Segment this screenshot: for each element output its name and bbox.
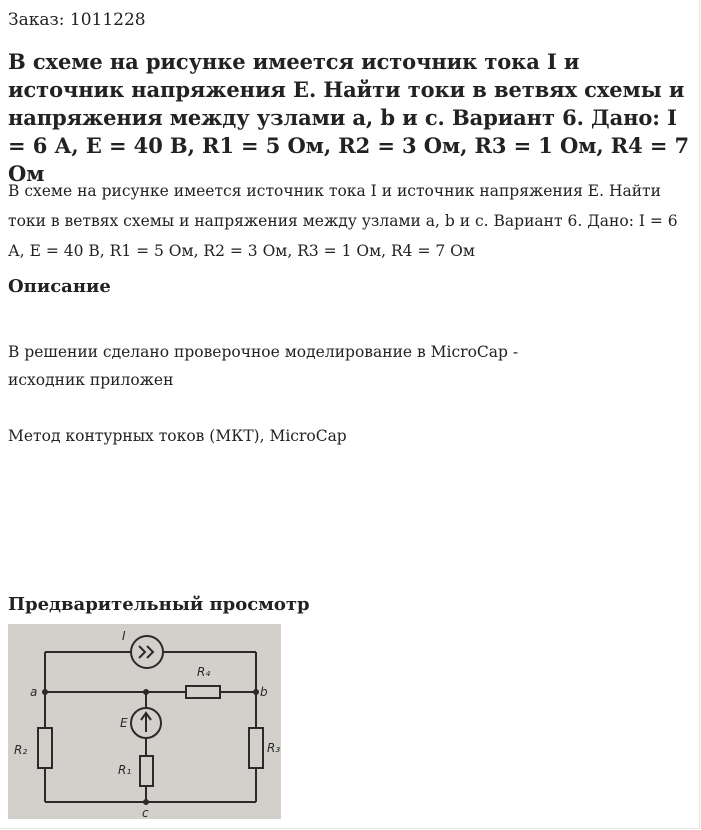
circuit-diagram	[8, 624, 281, 819]
label-i: I	[122, 629, 126, 643]
resistor-r4	[186, 686, 220, 698]
preview-image[interactable]	[8, 624, 281, 819]
page-title: В схеме на рисунке имеется источник тока I и источник напряжения E. Найти токи в ветвях схемы и напряжения между узлами a, b и c. Вариант 6. Дано: I = 6 А, E = 40 В, R1 = 5 Ом, R2 = 3 Ом, R3 = 1 Ом, R4 = 7 Ом	[8, 49, 690, 186]
node-c-dot	[143, 799, 149, 805]
label-r1: R₁	[118, 763, 132, 777]
label-a: a	[30, 685, 38, 699]
description-heading: Описание	[8, 276, 111, 297]
label-r4: R₄	[197, 665, 211, 679]
node-b-dot	[253, 689, 259, 695]
task-text: В схеме на рисунке имеется источник тока I и источник напряжения E. Найти токи в ветвях схемы и напряжения между узлами a, b и c. Вариант 6. Дано: I = 6 А, E = 40 В, R1 = 5 Ом, R2 = 3 Ом, R3 = 1 Ом, R4 = 7 Ом	[8, 182, 678, 260]
label-r3: R₃	[267, 741, 281, 755]
description-method: Метод контурных токов (МКТ), MicroCap	[8, 427, 347, 445]
label-r2: R₂	[14, 743, 28, 757]
current-source-icon	[131, 636, 163, 668]
label-e: E	[120, 716, 128, 730]
resistor-r3	[249, 728, 263, 768]
label-b: b	[260, 685, 268, 699]
resistor-r2	[38, 728, 52, 768]
label-c: c	[142, 806, 149, 819]
order-number: Заказ: 1011228	[8, 10, 146, 30]
resistor-r1	[140, 756, 153, 786]
node-center-dot	[143, 689, 149, 695]
node-a-dot	[42, 689, 48, 695]
preview-heading: Предварительный просмотр	[8, 594, 310, 615]
description-paragraph: В решении сделано проверочное моделирование в MicroCap - исходник приложен	[8, 343, 519, 389]
